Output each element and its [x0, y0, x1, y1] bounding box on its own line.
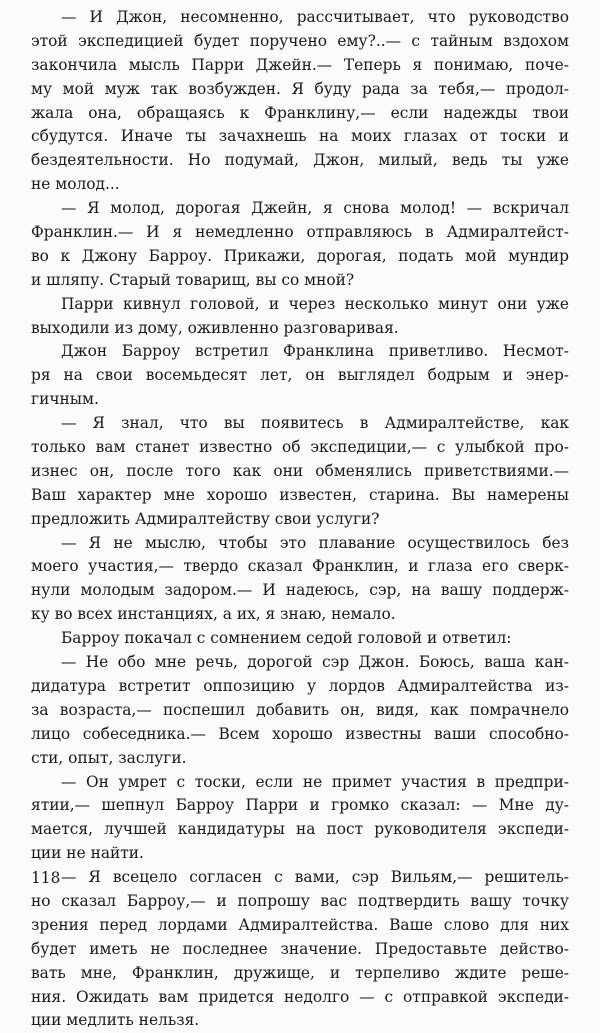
text-line: ятии,— шепнул Барроу Парри и громко сказал: — Мне ду- — [31, 796, 569, 815]
text-line: вать мне, Франклин, дружище, и терпеливо ждите реше- — [31, 963, 569, 982]
text-line: ку во всех инстанциях, а их, я знаю, немало. — [31, 605, 396, 624]
text-line: моего участия,— твердо сказал Франклин, и глаза его сверк- — [31, 557, 569, 576]
text-line: ции не найти. — [31, 844, 144, 863]
text-line: Парри кивнул головой, и через несколько минут они уже — [61, 294, 569, 313]
text-line: сти, опыт, заслуги. — [31, 748, 187, 767]
page-number: 118 — [31, 869, 61, 887]
text-line: му мой муж так возбужден. Я буду рада за тебя,— продол- — [31, 79, 569, 98]
text-line: только вам станет известно об экспедиции,— с улыбкой про- — [31, 438, 569, 457]
text-line: Джон Барроу встретил Франклина приветливо. Несмот- — [61, 342, 569, 361]
text-line: изнес он, после того как они обменялись приветствиями.— — [31, 461, 569, 480]
text-line: — И Джон, несомненно, рассчитывает, что руководство — [61, 8, 569, 26]
text-line: ния. Ожидать вам придется недолго — с отправкой экспеди- — [31, 987, 569, 1006]
text-line: зрения перед лордами Адмиралтейства. Ваше слово для них — [31, 915, 569, 934]
text-line: Ваш характер мне хорошо известен, старина. Вы намерены — [31, 485, 569, 504]
text-line: лицо собеседника.— Всем хорошо известны ваши способно- — [31, 724, 569, 743]
text-line: но сказал Барроу,— и попрошу вас подтвердить вашу точку — [31, 891, 569, 910]
text-line: Барроу покачал с сомнением седой головой и ответил: — [61, 629, 512, 648]
text-line: мается, лучшей кандидатуры на пост руководителя экспеди- — [31, 820, 569, 839]
text-line: за возраста,— поспешил добавить он, видя, как помрачнело — [31, 700, 569, 719]
text-line: жала она, обращаясь к Франклину,— если надежды твои — [31, 103, 569, 122]
text-line: будет иметь не последнее значение. Предоставьте действо- — [31, 939, 569, 958]
text-line: — Он умрет с тоски, если не примет участия в предпри- — [61, 772, 569, 791]
text-line: Франклин.— И я немедленно отправляюсь в Адмиралтейст- — [31, 223, 569, 242]
text-line: гичным. — [31, 390, 99, 409]
text-line: сбудутся. Иначе ты зачахнешь на моих глазах от тоски и — [31, 127, 569, 146]
text-line: нули молодым задором.— И надеюсь, сэр, на вашу поддерж- — [31, 581, 569, 600]
text-line: этой экспедицией будет поручено ему?..— с тайным вздохом — [31, 31, 569, 50]
text-line: во к Джону Барроу. Прикажи, дорогая, подать мой мундир — [31, 246, 569, 265]
text-line: — Я знал, что вы появитесь в Адмиралтействе, как — [61, 414, 569, 433]
text-line: — Я молод, дорогая Джейн, я снова молод! — вскричал — [61, 199, 569, 218]
text-line: — Я всецело согласен с вами, сэр Вильям,— решитель- — [61, 868, 569, 887]
text-line: — Не обо мне речь, дорогой сэр Джон. Боюсь, ваша кан- — [61, 653, 569, 672]
text-line: ря на свои восемьдесят лет, он выглядел бодрым и энер- — [31, 366, 569, 385]
text-line: не молод... — [31, 175, 120, 194]
text-line: выходили из дому, оживленно разговаривая. — [31, 318, 399, 337]
text-line: предложить Адмиралтейству свои услуги? — [31, 509, 380, 528]
text-line: дидатура встретит оппозицию у лордов Адмиралтейства из- — [31, 676, 569, 695]
text-line: закончила мысль Парри Джейн.— Теперь я понимаю, поче- — [31, 55, 569, 74]
text-line: — Я не мыслю, чтобы это плавание осуществилось без — [61, 533, 569, 552]
text-line: ции медлить нельзя. — [31, 1011, 200, 1030]
text-line: бездеятельности. Но подумай, Джон, милый, ведь ты уже — [31, 151, 569, 170]
text-line: и шляпу. Старый товарищ, вы со мной? — [31, 270, 355, 289]
book-page-text — [31, 6, 569, 1033]
